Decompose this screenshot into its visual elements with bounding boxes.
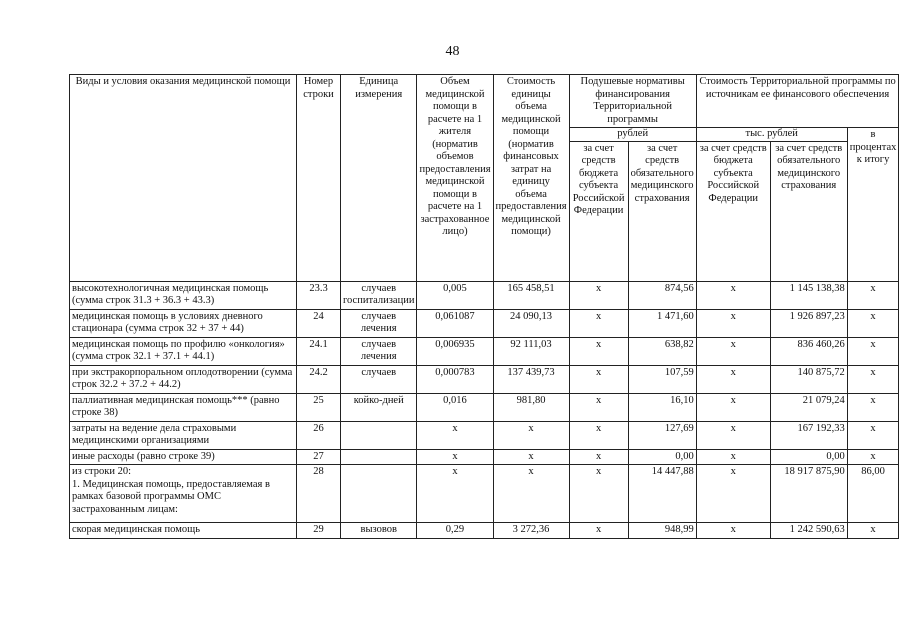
cell-cost: x <box>493 449 569 465</box>
cell-t-budget: x <box>696 523 770 539</box>
cell-t-oms: 1 145 138,38 <box>770 281 847 309</box>
cell-unit <box>341 465 417 523</box>
header-percent: в процентах к итогу <box>847 128 899 282</box>
cell-volume: 0,061087 <box>417 309 493 337</box>
header-budget: за счет средств бюджета субъекта Российской Федерации <box>569 141 628 281</box>
cell-no: 29 <box>297 523 341 539</box>
cell-t-oms: 1 242 590,63 <box>770 523 847 539</box>
cell-t-oms: 836 460,26 <box>770 337 847 365</box>
cell-pc-oms: 107,59 <box>628 365 696 393</box>
table-row <box>70 421 899 449</box>
header-thousand-rubles: тыс. рублей <box>696 128 847 142</box>
cell-name: скорая медицинская помощь <box>70 523 297 539</box>
cell-volume: 0,005 <box>417 281 493 309</box>
table-row <box>70 523 899 539</box>
cell-cost: x <box>493 465 569 523</box>
cell-volume: x <box>417 465 493 523</box>
cell-pc-budget: x <box>569 465 628 523</box>
cell-pc-budget: x <box>569 281 628 309</box>
cell-cost: 137 439,73 <box>493 365 569 393</box>
cell-pct: x <box>847 523 899 539</box>
cell-t-oms: 21 079,24 <box>770 393 847 421</box>
cell-cost: 3 272,36 <box>493 523 569 539</box>
cell-pc-oms: 127,69 <box>628 421 696 449</box>
cell-pc-oms: 16,10 <box>628 393 696 421</box>
cell-unit: случаев лечения <box>341 309 417 337</box>
table-row <box>70 465 899 523</box>
cell-pc-budget: x <box>569 449 628 465</box>
cell-unit <box>341 449 417 465</box>
cell-t-oms: 140 875,72 <box>770 365 847 393</box>
cell-t-budget: x <box>696 393 770 421</box>
cell-volume: 0,000783 <box>417 365 493 393</box>
cell-pc-budget: x <box>569 421 628 449</box>
cell-volume: 0,29 <box>417 523 493 539</box>
cell-unit: вызовов <box>341 523 417 539</box>
cell-pct: x <box>847 281 899 309</box>
header-rubles: рублей <box>569 128 696 142</box>
cell-t-oms: 18 917 875,90 <box>770 465 847 523</box>
cell-name: паллиативная медицинская помощь*** (равно строке 38) <box>70 393 297 421</box>
cell-t-budget: x <box>696 281 770 309</box>
cell-unit: случаев <box>341 365 417 393</box>
header-unit: Единица измерения <box>341 75 417 282</box>
cell-unit: койко-дней <box>341 393 417 421</box>
cell-no: 27 <box>297 449 341 465</box>
cell-pc-oms: 874,56 <box>628 281 696 309</box>
cell-name: из строки 20: 1. Медицинская помощь, предоставляемая в рамках базовой программы ОМС застрахованным лицам: <box>70 465 297 523</box>
cell-unit <box>341 421 417 449</box>
header-cost: Стоимость единицы объема медицинской помощи (норматив финансовых затрат на единицу объема предоставления медицинской помощи) <box>493 75 569 282</box>
cell-t-budget: x <box>696 449 770 465</box>
cell-volume: 0,006935 <box>417 337 493 365</box>
cell-t-oms: 167 192,33 <box>770 421 847 449</box>
cell-pc-oms: 14 447,88 <box>628 465 696 523</box>
cell-volume: x <box>417 421 493 449</box>
cell-unit: случаев лечения <box>341 337 417 365</box>
cell-unit: случаев госпитализации <box>341 281 417 309</box>
cell-no: 26 <box>297 421 341 449</box>
cell-pct: x <box>847 393 899 421</box>
table-row <box>70 281 899 309</box>
header-per-capita: Подушевые нормативы финансирования Территориальной программы <box>569 75 696 128</box>
cell-pc-budget: x <box>569 309 628 337</box>
header-row-number: Номер строки <box>297 75 341 282</box>
cell-pc-budget: x <box>569 523 628 539</box>
cell-pc-oms: 0,00 <box>628 449 696 465</box>
header-volume: Объем медицинской помощи в расчете на 1 жителя (норматив объемов предоставления медицинской помощи в расчете на 1 застрахованное лицо) <box>417 75 493 282</box>
cell-pc-oms: 948,99 <box>628 523 696 539</box>
cell-no: 28 <box>297 465 341 523</box>
table-row <box>70 393 899 421</box>
cell-name: затраты на ведение дела страховыми медицинскими организациями <box>70 421 297 449</box>
header-name: Виды и условия оказания медицинской помощи <box>70 75 297 282</box>
header-total-cost: Стоимость Территориальной программы по источникам ее финансового обеспечения <box>696 75 899 128</box>
cell-pc-oms: 638,82 <box>628 337 696 365</box>
cell-no: 23.3 <box>297 281 341 309</box>
cell-t-budget: x <box>696 309 770 337</box>
cell-volume: 0,016 <box>417 393 493 421</box>
cell-pct: x <box>847 309 899 337</box>
cell-t-oms: 0,00 <box>770 449 847 465</box>
page-number: 48 <box>445 44 460 59</box>
cell-t-budget: x <box>696 465 770 523</box>
table-row <box>70 365 899 393</box>
cell-pc-oms: 1 471,60 <box>628 309 696 337</box>
cell-pct: x <box>847 337 899 365</box>
header-oms: за счет средств обязательного медицинского страхования <box>628 141 696 281</box>
header-budget-2: за счет средств бюджета субъекта Российской Федерации <box>696 141 770 281</box>
cell-pc-budget: x <box>569 337 628 365</box>
cell-pct: x <box>847 365 899 393</box>
financing-table <box>69 74 899 539</box>
cell-t-budget: x <box>696 365 770 393</box>
cell-name: медицинская помощь в условиях дневного стационара (сумма строк 32 + 37 + 44) <box>70 309 297 337</box>
cell-cost: 24 090,13 <box>493 309 569 337</box>
table-row <box>70 449 899 465</box>
cell-no: 24.2 <box>297 365 341 393</box>
cell-t-oms: 1 926 897,23 <box>770 309 847 337</box>
cell-pct: 86,00 <box>847 465 899 523</box>
header-oms-2: за счет средств обязательного медицинского страхования <box>770 141 847 281</box>
cell-no: 24.1 <box>297 337 341 365</box>
cell-cost: x <box>493 421 569 449</box>
cell-pc-budget: x <box>569 393 628 421</box>
cell-pct: x <box>847 449 899 465</box>
cell-pc-budget: x <box>569 365 628 393</box>
cell-no: 25 <box>297 393 341 421</box>
cell-name: медицинская помощь по профилю «онкология» (сумма строк 32.1 + 37.1 + 44.1) <box>70 337 297 365</box>
cell-t-budget: x <box>696 421 770 449</box>
cell-t-budget: x <box>696 337 770 365</box>
table-row <box>70 309 899 337</box>
cell-cost: 981,80 <box>493 393 569 421</box>
cell-pct: x <box>847 421 899 449</box>
cell-no: 24 <box>297 309 341 337</box>
cell-name: иные расходы (равно строке 39) <box>70 449 297 465</box>
cell-name: при экстракорпоральном оплодотворении (сумма строк 32.2 + 37.2 + 44.2) <box>70 365 297 393</box>
cell-name: высокотехнологичная медицинская помощь (сумма строк 31.3 + 36.3 + 43.3) <box>70 281 297 309</box>
cell-cost: 165 458,51 <box>493 281 569 309</box>
table-row <box>70 337 899 365</box>
cell-cost: 92 111,03 <box>493 337 569 365</box>
cell-volume: x <box>417 449 493 465</box>
